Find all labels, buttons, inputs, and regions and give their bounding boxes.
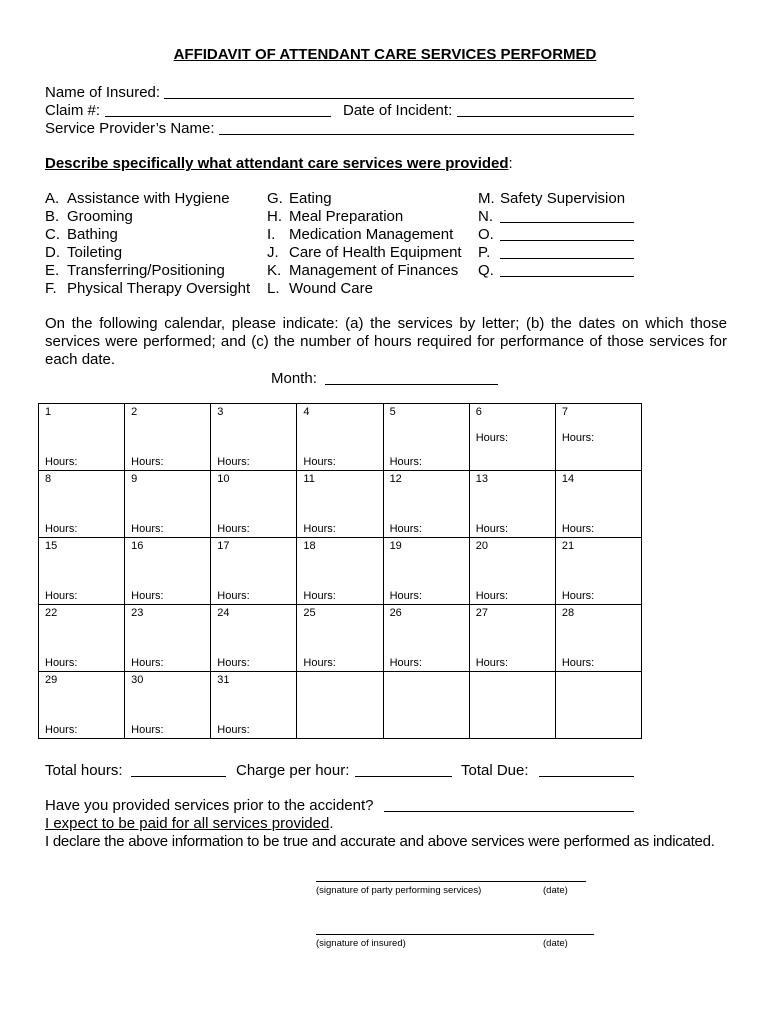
hours-label: Hours: (45, 456, 78, 468)
hours-label: Hours: (45, 657, 78, 669)
calendar-week (39, 605, 642, 672)
calendar-instructions: On the following calendar, please indicate: (a) the services by letter; (b) the dates on which those services were performed; and (c) the number of hours required for performance of those services for each date. (45, 315, 727, 368)
hours-label: Hours: (131, 590, 164, 602)
hours-label: Hours: (475, 523, 509, 535)
hours-label: Hours: (131, 523, 164, 535)
describe-heading-colon: : (508, 155, 513, 172)
claim-field[interactable] (105, 116, 331, 117)
calendar-grid (38, 403, 642, 739)
calendar-day-cell[interactable] (39, 538, 125, 605)
calendar-week (39, 672, 642, 739)
service-item (267, 226, 462, 244)
service-item (267, 190, 462, 208)
page-title: AFFIDAVIT OF ATTENDANT CARE SERVICES PERFORMED (173, 46, 597, 63)
performer-signature-label: (signature of party performing services) (316, 885, 482, 896)
service-text: Wound Care (289, 280, 373, 297)
performer-signature-line[interactable] (316, 881, 586, 882)
performer-date-label: (date) (543, 885, 568, 896)
describe-heading (45, 155, 513, 172)
service-item (478, 262, 634, 280)
calendar-day-cell[interactable] (383, 471, 469, 538)
custom-service-field[interactable] (500, 244, 634, 259)
month-field[interactable] (325, 384, 498, 385)
calendar-day-cell[interactable] (383, 605, 469, 672)
day-number: 27 (475, 607, 488, 619)
custom-service-field[interactable] (500, 208, 634, 223)
prior-services-label: Have you provided services prior to the accident? (45, 797, 374, 814)
day-number: 14 (561, 473, 575, 485)
day-number: 15 (45, 540, 58, 552)
day-number: 22 (45, 607, 58, 619)
hours-label: Hours: (303, 456, 336, 468)
calendar-day-cell[interactable] (211, 605, 297, 672)
service-item (45, 208, 250, 226)
calendar-day-cell[interactable] (211, 404, 297, 471)
hours-label: Hours: (561, 657, 595, 669)
service-text: Safety Supervision (500, 190, 626, 207)
day-number: 21 (561, 540, 575, 552)
hours-label: Hours: (45, 590, 78, 602)
expect-paid-period: . (329, 815, 334, 832)
service-item (45, 280, 250, 298)
service-item (45, 262, 250, 280)
calendar-day-cell[interactable] (39, 605, 125, 672)
calendar-day-cell[interactable] (297, 538, 383, 605)
calendar-day-cell[interactable] (125, 605, 211, 672)
service-item (267, 244, 462, 262)
calendar-day-cell[interactable] (469, 605, 555, 672)
day-number: 2 (131, 406, 138, 418)
service-letter: A. (45, 190, 60, 207)
hours-label: Hours: (131, 456, 164, 468)
hours-label: Hours: (45, 523, 78, 535)
day-number: 26 (389, 607, 402, 619)
calendar-day-cell[interactable] (383, 538, 469, 605)
date-of-incident-label: Date of Incident: (343, 102, 453, 119)
calendar-day-cell[interactable] (211, 672, 297, 739)
insured-date-label: (date) (543, 938, 568, 949)
hours-label: Hours: (389, 456, 422, 468)
service-provider-field[interactable] (219, 134, 634, 135)
day-number: 12 (389, 473, 402, 485)
total-hours-label: Total hours: (45, 762, 123, 779)
day-number: 9 (131, 473, 138, 485)
service-text: Grooming (67, 208, 133, 225)
expect-paid-statement (45, 815, 334, 833)
calendar-day-cell[interactable] (297, 471, 383, 538)
insured-signature-label: (signature of insured) (316, 938, 406, 949)
calendar-day-cell[interactable] (555, 605, 641, 672)
service-item (267, 280, 462, 298)
service-item (267, 262, 462, 280)
calendar-day-cell[interactable] (39, 672, 125, 739)
calendar-day-cell[interactable] (211, 538, 297, 605)
day-number: 6 (475, 406, 482, 418)
service-text: Management of Finances (289, 262, 459, 279)
calendar-day-cell[interactable] (383, 404, 469, 471)
service-letter: N. (478, 208, 493, 225)
services-column-1 (45, 190, 250, 298)
service-letter: J. (267, 244, 279, 261)
calendar-week (39, 404, 642, 471)
total-due-field[interactable] (539, 776, 634, 777)
day-number: 10 (217, 473, 230, 485)
service-letter: G. (267, 190, 283, 207)
day-number: 23 (131, 607, 144, 619)
calendar-day-cell[interactable] (125, 471, 211, 538)
hours-label: Hours: (217, 523, 250, 535)
hours-label: Hours: (45, 724, 78, 736)
service-text: Transferring/Positioning (67, 262, 225, 279)
month-label: Month: (271, 370, 317, 387)
service-text: Physical Therapy Oversight (67, 280, 251, 297)
service-text: Care of Health Equipment (289, 244, 462, 261)
service-item (478, 226, 634, 244)
service-letter: F. (45, 280, 57, 297)
service-item (45, 244, 250, 262)
day-number: 20 (475, 540, 488, 552)
day-number: 31 (217, 674, 230, 686)
charge-per-hour-field[interactable] (355, 776, 452, 777)
day-number: 5 (389, 406, 396, 418)
service-letter: C. (45, 226, 60, 243)
service-text: Eating (289, 190, 332, 207)
day-number: 8 (45, 473, 52, 485)
service-provider-label: Service Provider’s Name: (45, 120, 215, 137)
hours-label: Hours: (475, 657, 509, 669)
hours-label: Hours: (475, 590, 509, 602)
custom-service-field[interactable] (500, 226, 634, 241)
day-number: 7 (561, 406, 568, 418)
service-letter: O. (478, 226, 494, 243)
hours-label: Hours: (217, 657, 250, 669)
calendar-day-cell[interactable] (297, 605, 383, 672)
service-letter: P. (478, 244, 491, 261)
calendar-day-cell[interactable] (555, 404, 641, 471)
calendar-day-cell[interactable] (383, 672, 469, 739)
service-item (478, 208, 634, 226)
day-number: 4 (303, 406, 310, 418)
hours-label: Hours: (561, 590, 595, 602)
name-of-insured-label: Name of Insured: (45, 84, 161, 101)
day-number: 16 (131, 540, 144, 552)
service-letter: D. (45, 244, 60, 261)
describe-heading-text: Describe specifically what attendant care services were provided (45, 155, 509, 172)
hours-label: Hours: (561, 432, 595, 444)
day-number: 25 (303, 607, 316, 619)
service-text: Assistance with Hygiene (67, 190, 230, 207)
calendar-day-cell[interactable] (469, 538, 555, 605)
hours-label: Hours: (303, 590, 336, 602)
day-number: 19 (389, 540, 402, 552)
service-text: Toileting (67, 244, 123, 261)
prior-services-field[interactable] (384, 811, 634, 812)
custom-service-field[interactable] (500, 262, 634, 277)
service-letter: E. (45, 262, 60, 279)
day-number: 17 (217, 540, 230, 552)
service-letter: M. (478, 190, 495, 207)
day-number: 24 (217, 607, 230, 619)
day-number: 18 (303, 540, 316, 552)
calendar-day-cell[interactable] (39, 404, 125, 471)
hours-label: Hours: (475, 432, 509, 444)
service-letter: L. (267, 280, 280, 297)
service-text: Bathing (67, 226, 118, 243)
day-number: 3 (217, 406, 224, 418)
hours-label: Hours: (131, 657, 164, 669)
claim-label: Claim #: (45, 102, 101, 119)
date-of-incident-field[interactable] (457, 116, 634, 117)
day-number: 29 (45, 674, 58, 686)
calendar-day-cell[interactable] (297, 404, 383, 471)
charge-per-hour-label: Charge per hour: (236, 762, 350, 779)
day-number: 11 (303, 473, 315, 485)
service-letter: Q. (478, 262, 494, 279)
calendar-day-cell[interactable] (469, 672, 555, 739)
hours-label: Hours: (303, 523, 336, 535)
services-column-3 (478, 190, 634, 280)
services-column-2 (267, 190, 462, 298)
hours-label: Hours: (303, 657, 336, 669)
day-number: 1 (45, 406, 52, 418)
service-item (478, 190, 634, 208)
expect-paid-text: I expect to be paid for all services provided (45, 815, 330, 832)
hours-label: Hours: (389, 523, 422, 535)
hours-label: Hours: (217, 590, 250, 602)
day-number: 30 (131, 674, 144, 686)
total-due-label: Total Due: (461, 762, 529, 779)
calendar-day-cell[interactable] (211, 471, 297, 538)
calendar-day-cell[interactable] (469, 404, 555, 471)
calendar-day-cell[interactable] (125, 404, 211, 471)
service-text: Meal Preparation (289, 208, 404, 225)
total-hours-field[interactable] (131, 776, 226, 777)
hours-label: Hours: (217, 724, 250, 736)
declaration-statement: I declare the above information to be true and accurate and above services were performed as indicated. (45, 833, 715, 850)
hours-label: Hours: (561, 523, 595, 535)
calendar-day-cell[interactable] (555, 672, 641, 739)
day-number: 28 (561, 607, 575, 619)
service-letter: I. (267, 226, 276, 243)
hours-label: Hours: (217, 456, 250, 468)
service-item (267, 208, 462, 226)
name-of-insured-field[interactable] (164, 98, 634, 99)
calendar-day-cell[interactable] (555, 471, 641, 538)
service-letter: B. (45, 208, 60, 225)
calendar-day-cell[interactable] (125, 672, 211, 739)
calendar-week (39, 538, 642, 605)
hours-label: Hours: (131, 724, 164, 736)
calendar-day-cell[interactable] (39, 471, 125, 538)
service-item (45, 226, 250, 244)
calendar-day-cell[interactable] (125, 538, 211, 605)
calendar-day-cell[interactable] (297, 672, 383, 739)
service-text: Medication Management (289, 226, 454, 243)
calendar-week (39, 471, 642, 538)
calendar-day-cell[interactable] (469, 471, 555, 538)
service-letter: H. (267, 208, 282, 225)
hours-label: Hours: (389, 590, 422, 602)
hours-label: Hours: (389, 657, 422, 669)
service-item (45, 190, 250, 208)
calendar-day-cell[interactable] (555, 538, 641, 605)
day-number: 13 (475, 473, 488, 485)
insured-signature-line[interactable] (316, 934, 594, 935)
service-letter: K. (267, 262, 282, 279)
service-item (478, 244, 634, 262)
